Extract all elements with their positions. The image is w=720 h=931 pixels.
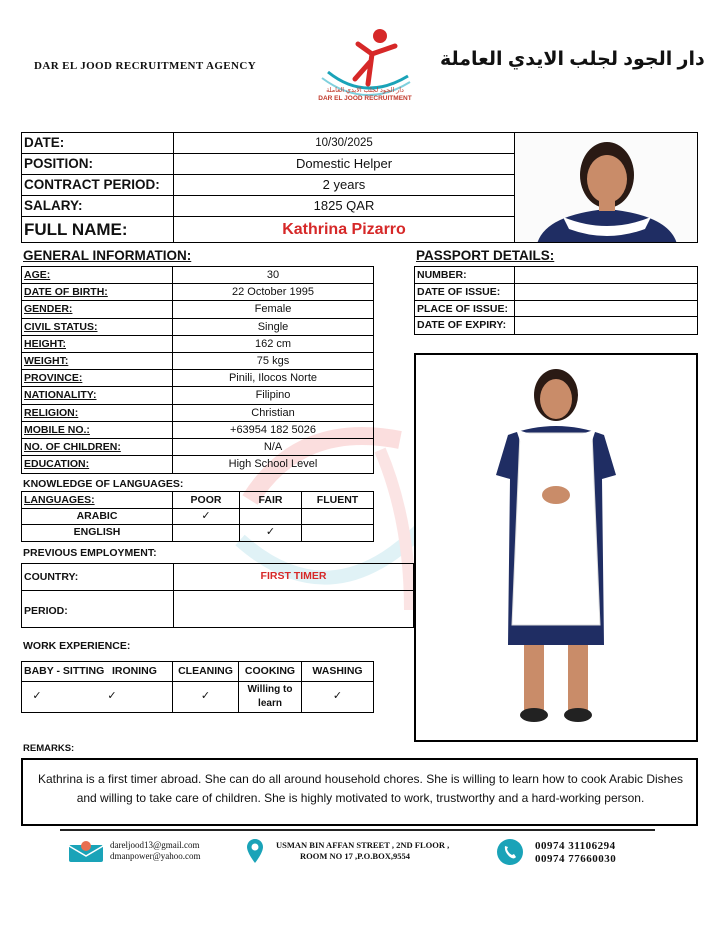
general-info-value: +63954 182 5026 <box>173 422 373 439</box>
location-pin-icon <box>246 838 264 864</box>
footer-email-1[interactable]: dareljood13@gmail.com <box>110 840 200 850</box>
agency-name-en: DAR EL JOOD RECRUITMENT AGENCY <box>34 60 257 72</box>
full-body-photo <box>414 353 698 742</box>
employment-country-label: COUNTRY: <box>21 563 174 591</box>
remarks-title: REMARKS: <box>23 743 75 754</box>
footer-phone-2[interactable]: 00974 77660030 <box>535 853 617 865</box>
portrait-illustration <box>515 133 698 243</box>
work-value-ironing: ✓ <box>52 682 173 712</box>
general-info-table <box>21 266 374 474</box>
lang-arabic-fluent <box>302 509 373 525</box>
languages-title: KNOWLEDGE OF LANGUAGES: <box>23 478 184 490</box>
passport-table <box>414 266 698 335</box>
general-info-value: High School Level <box>228 458 318 471</box>
footer-email-2[interactable]: dmanpower@yahoo.com <box>110 851 201 861</box>
fullname-label: FULL NAME: <box>21 216 174 243</box>
passport-value <box>515 301 697 318</box>
position-value: Domestic Helper <box>173 153 515 175</box>
passport-value <box>515 267 697 284</box>
lang-name-english: ENGLISH <box>22 525 173 541</box>
work-table <box>21 661 374 713</box>
date-value: 10/30/2025 <box>173 132 515 154</box>
general-info-label: PROVINCE: <box>22 370 173 387</box>
work-header-cleaning: CLEANING <box>173 662 239 682</box>
full-body-illustration <box>416 355 696 740</box>
general-info-label: CIVIL STATUS: <box>22 319 173 336</box>
employment-period-label: PERIOD: <box>21 590 174 628</box>
passport-label: NUMBER: <box>415 267 515 284</box>
general-info-label: HEIGHT: <box>22 336 173 353</box>
work-title: WORK EXPERIENCE: <box>23 640 131 652</box>
work-value-washing: ✓ <box>332 690 343 702</box>
lang-header-fair: FAIR <box>240 492 302 509</box>
lang-arabic-fair <box>240 509 302 525</box>
footer-address-2: ROOM NO 17 ,P.O.BOX,9554 <box>300 851 410 861</box>
passport-title: PASSPORT DETAILS: <box>416 248 555 263</box>
general-info-label: RELIGION: <box>22 405 173 422</box>
work-value-cooking: Willing to learn <box>239 682 302 712</box>
employment-title: PREVIOUS EMPLOYMENT: <box>23 547 157 559</box>
work-header-washing: WASHING <box>302 662 373 682</box>
general-info-label: GENDER: <box>22 301 173 318</box>
agency-name-ar: دار الجود لجلب الايدي العاملة <box>440 49 705 70</box>
salary-label: SALARY: <box>21 195 174 217</box>
phone-icon <box>496 838 524 866</box>
remarks-text: Kathrina is a first timer abroad. She can do all around household chores. She is willing to learn how to cook Arabic Dishes and willing to take care of children. She is highly motivated to work, trustworthy and a hard-working person. <box>21 758 698 826</box>
passport-value <box>515 284 697 301</box>
lang-arabic-poor: ✓ <box>173 509 240 525</box>
general-info-value: 30 <box>173 267 373 284</box>
general-info-value: Single <box>173 319 373 336</box>
general-info-value: Filipino <box>173 387 373 404</box>
work-value-cleaning: ✓ <box>173 682 239 712</box>
passport-label: DATE OF EXPIRY: <box>415 317 515 334</box>
lang-header-languages: LANGUAGES: <box>22 492 173 509</box>
general-info-value: 75 kgs <box>173 353 373 370</box>
work-header-cooking: COOKING <box>239 662 302 682</box>
lang-header-fluent: FLUENT <box>302 492 373 509</box>
date-label: DATE: <box>21 132 174 154</box>
general-info-value: Christian <box>173 405 373 422</box>
work-value-babysitting: ✓ <box>32 690 42 702</box>
general-info-value: Pinili, Ilocos Norte <box>173 370 373 387</box>
footer-phone-1[interactable]: 00974 31106294 <box>535 840 616 852</box>
general-info-label: WEIGHT: <box>22 353 173 370</box>
footer-divider <box>60 829 655 831</box>
general-info-value: 22 October 1995 <box>173 284 373 301</box>
position-label: POSITION: <box>21 153 174 175</box>
passport-label: DATE OF ISSUE: <box>415 284 515 301</box>
employment-country-value: FIRST TIMER <box>173 563 414 591</box>
fullname-value: Kathrina Pizarro <box>173 216 515 243</box>
logo-text-en: DAR EL JOOD RECRUITMENT <box>318 95 412 102</box>
general-info-label: DATE OF BIRTH: <box>22 284 173 301</box>
salary-value: 1825 QAR <box>173 195 515 217</box>
headshot-photo <box>514 132 698 243</box>
general-info-label: EDUCATION: <box>22 456 173 473</box>
general-info-label: NO. OF CHILDREN: <box>22 439 173 456</box>
work-header-ironing: IRONING <box>108 662 173 682</box>
general-info-value: N/A <box>173 439 373 456</box>
general-info-value: 162 cm <box>173 336 373 353</box>
general-info-value: Female <box>173 301 373 318</box>
lang-header-poor: POOR <box>173 492 240 509</box>
contract-label: CONTRACT PERIOD: <box>21 174 174 196</box>
general-info-title: GENERAL INFORMATION: <box>23 248 192 263</box>
languages-table <box>21 491 374 542</box>
general-info-label: AGE: <box>22 267 173 284</box>
general-info-label: NATIONALITY: <box>22 387 173 404</box>
passport-value <box>515 317 697 334</box>
lang-name-arabic: ARABIC <box>22 509 173 525</box>
work-header-babysitting: BABY - SITTING <box>22 662 108 682</box>
email-icon <box>68 839 104 863</box>
logo-text-ar: دار الجود لجلب الايدي العاملة <box>326 87 404 94</box>
footer-address-1: USMAN BIN AFFAN STREET , 2ND FLOOR , <box>276 840 450 850</box>
contract-value: 2 years <box>173 174 515 196</box>
general-info-label: MOBILE NO.: <box>22 422 173 439</box>
lang-english-fair: ✓ <box>240 525 302 541</box>
lang-english-poor <box>173 525 240 541</box>
employment-period-value <box>173 590 414 628</box>
lang-english-fluent <box>302 525 373 541</box>
passport-label: PLACE OF ISSUE: <box>415 301 515 318</box>
